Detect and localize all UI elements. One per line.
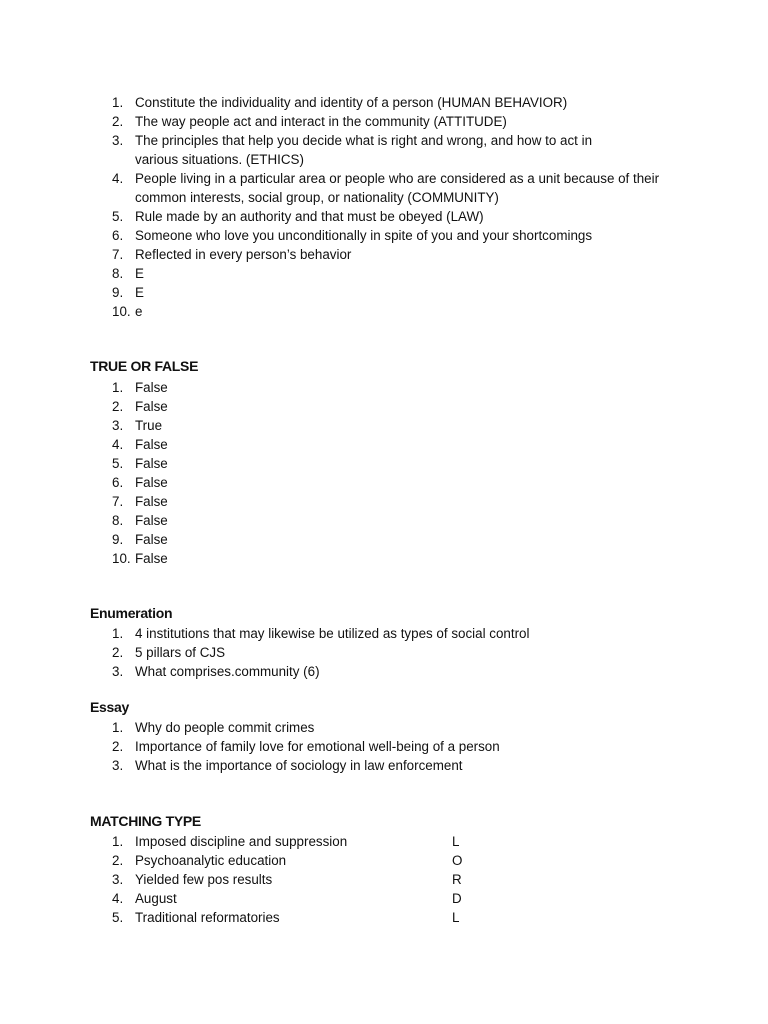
item-number: 4. (112, 437, 124, 452)
section-heading-essay: Essay (90, 699, 129, 715)
item-number: 6. (112, 475, 124, 490)
true-false-list (0, 378, 700, 568)
list-item (0, 492, 700, 511)
list-item (0, 207, 700, 226)
item-text: 5 pillars of CJS (135, 645, 226, 660)
section-heading-enumeration: Enumeration (90, 605, 173, 621)
item-text: False (135, 475, 168, 490)
item-text: August (135, 891, 177, 906)
list-item (0, 454, 700, 473)
item-text: Why do people commit crimes (135, 720, 315, 735)
item-number: 8. (112, 513, 124, 528)
list-item (0, 226, 700, 245)
item-number: 1. (112, 626, 124, 641)
match-letter: O (452, 853, 463, 868)
item-text: e (135, 304, 143, 319)
item-number: 6. (112, 228, 124, 243)
item-text: E (135, 266, 144, 281)
item-number: 3. (112, 664, 124, 679)
list-item (0, 435, 700, 454)
item-number: 1. (112, 720, 124, 735)
item-number: 7. (112, 247, 124, 262)
item-text: Imposed discipline and suppression (135, 834, 348, 849)
item-text: Traditional reformatories (135, 910, 280, 925)
list-item (0, 397, 700, 416)
item-number: 4. (112, 891, 124, 906)
section-heading-matching: MATCHING TYPE (90, 813, 201, 829)
enumeration-list (0, 624, 700, 681)
match-letter: D (452, 891, 462, 906)
item-number: 2. (112, 645, 124, 660)
essay-list (0, 718, 700, 775)
item-text: False (135, 437, 168, 452)
list-item (0, 889, 700, 908)
matching-list (0, 832, 700, 927)
item-number: 3. (112, 872, 124, 887)
list-item (0, 908, 700, 927)
match-letter: L (452, 834, 460, 849)
item-text: False (135, 513, 168, 528)
item-text: Someone who love you unconditionally in spite of you and your shortcomings (135, 228, 593, 243)
item-number: 3. (112, 133, 124, 148)
item-number: 3. (112, 418, 124, 433)
list-item (0, 473, 700, 492)
item-number: 5. (112, 910, 124, 925)
item-number: 5. (112, 209, 124, 224)
item-number: 10. (112, 551, 131, 566)
list-item (0, 302, 700, 321)
list-item (0, 530, 700, 549)
identification-list (0, 93, 700, 321)
item-number: 1. (112, 834, 124, 849)
item-text: Reflected in every person’s behavior (135, 247, 352, 262)
item-number: 7. (112, 494, 124, 509)
item-text: Importance of family love for emotional well-being of a person (135, 739, 500, 754)
section-heading-true-false: TRUE OR FALSE (90, 358, 199, 374)
item-text: Rule made by an authority and that must be obeyed (LAW) (135, 209, 484, 224)
item-number: 1. (112, 95, 124, 110)
list-item (0, 662, 700, 681)
item-text: False (135, 494, 168, 509)
item-number: 9. (112, 285, 124, 300)
item-text: True (135, 418, 163, 433)
item-text: People living in a particular area or people who are considered as a unit because of their common interests, social group, or nationality (COMMUNITY) (135, 171, 660, 205)
item-text: False (135, 380, 168, 395)
match-letter: L (452, 910, 460, 925)
list-item (0, 245, 700, 264)
item-text: False (135, 551, 168, 566)
item-number: 8. (112, 266, 124, 281)
item-text: The principles that help you decide what is right and wrong, and how to act in various situations. (ETHICS) (135, 133, 593, 167)
list-item (0, 756, 700, 775)
item-number: 9. (112, 532, 124, 547)
item-text: E (135, 285, 144, 300)
list-item (0, 169, 700, 207)
list-item (0, 870, 700, 889)
list-item (0, 832, 700, 851)
list-item (0, 112, 700, 131)
item-text: What comprises.community (6) (135, 664, 320, 679)
list-item (0, 511, 700, 530)
item-text: The way people act and interact in the community (ATTITUDE) (135, 114, 507, 129)
list-item (0, 416, 700, 435)
item-text: Yielded few pos results (135, 872, 273, 887)
item-number: 5. (112, 456, 124, 471)
item-number: 1. (112, 380, 124, 395)
list-item (0, 718, 700, 737)
list-item (0, 283, 700, 302)
match-letter: R (452, 872, 462, 887)
list-item (0, 93, 700, 112)
list-item (0, 737, 700, 756)
item-number: 10. (112, 304, 131, 319)
list-item (0, 851, 700, 870)
item-text: False (135, 456, 168, 471)
item-number: 2. (112, 114, 124, 129)
item-number: 2. (112, 399, 124, 414)
item-text: Psychoanalytic education (135, 853, 287, 868)
item-text: False (135, 399, 168, 414)
item-number: 2. (112, 853, 124, 868)
list-item (0, 378, 700, 397)
item-text: What is the importance of sociology in law enforcement (135, 758, 463, 773)
item-number: 3. (112, 758, 124, 773)
item-text: Constitute the individuality and identity of a person (HUMAN BEHAVIOR) (135, 95, 568, 110)
list-item (0, 549, 700, 568)
list-item (0, 643, 700, 662)
item-text: False (135, 532, 168, 547)
item-text: 4 institutions that may likewise be utilized as types of social control (135, 626, 530, 641)
item-number: 2. (112, 739, 124, 754)
list-item (0, 624, 700, 643)
list-item (0, 264, 700, 283)
item-number: 4. (112, 171, 124, 186)
list-item (0, 131, 700, 169)
